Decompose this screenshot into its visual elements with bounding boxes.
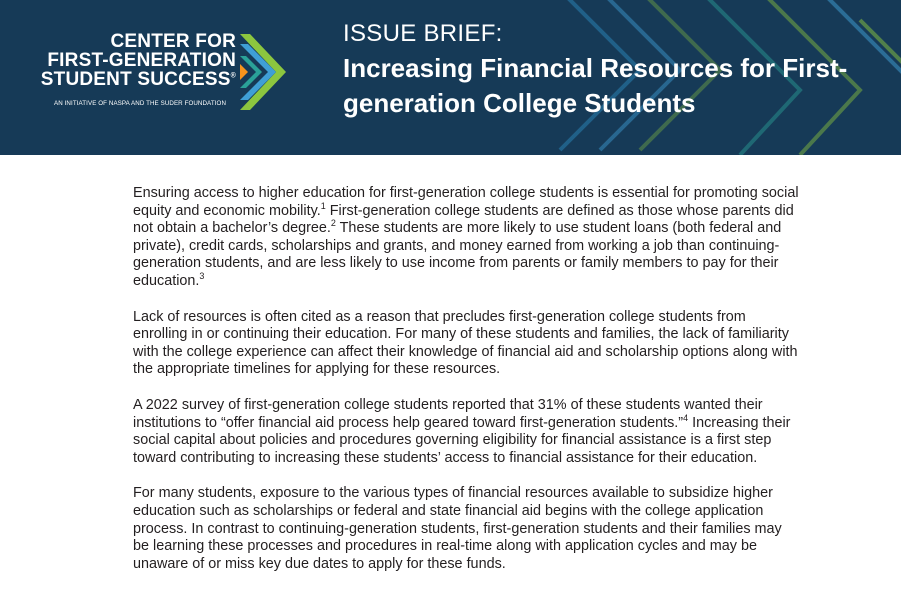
paragraph-1 (133, 185, 801, 291)
paragraph-4: For many students, exposure to the various types of financial resources available to subsidize higher education such as scholarships or federal and state financial aid begins with the college application process. In contrast to continuing-generation students, first-generation students and their families may be learning these processes and procedures in real-time along with application cycles and may be unaware of or miss key due dates to apply for these funds. (133, 485, 782, 572)
logo-line-1: CENTER FOR (110, 31, 236, 52)
issue-brief-label: ISSUE BRIEF: (343, 20, 503, 47)
logo-line-3 (41, 70, 236, 90)
footnote-ref-3[interactable]: 3 (199, 271, 205, 282)
chevron-logo-icon (240, 34, 286, 110)
organization-logo (40, 31, 288, 112)
footnote-ref-2[interactable]: 2 (330, 218, 336, 229)
paragraph-2: Lack of resources is often cited as a reason that precludes first-generation college students from enrolling in or continuing their education. For many of these students and families, the lack of familiarity with the college experience can affect their knowledge of financial aid and scholarship options along with the appropriate timelines for applying for these resources. (133, 308, 798, 378)
logo-line-2: FIRST-GENERATION (47, 50, 236, 71)
paragraph-1-text-b: First-generation college students are defined as those whose parents did not obtain a bachelor’s degree. (133, 202, 794, 237)
paragraph-3 (133, 397, 801, 467)
paragraph-3-text-b: Increasing their social capital about policies and procedures governing eligibility for financial assistance is a first step toward contributing to increasing these students’ access to financial assistance for their education. (133, 414, 791, 466)
logo-line-3-text: STUDENT SUCCESS (40, 69, 231, 90)
footnote-ref-1[interactable]: 1 (320, 200, 326, 211)
logo-tagline: AN INITIATIVE OF NASPA AND THE SUDER FOUNDATION (54, 100, 227, 107)
paragraph-1-text-a: Ensuring access to higher education for first-generation college students is essential for promoting social equity and economic mobility. (133, 185, 799, 219)
paragraph-3-text-a: A 2022 survey of first-generation college students reported that 31% of these students wanted their institutions to “offer financial aid process help geared toward first-generation students.” (133, 396, 763, 431)
header-banner (0, 0, 901, 155)
article-body (133, 185, 801, 591)
footnote-ref-4[interactable]: 4 (683, 412, 689, 423)
registered-mark: ® (230, 72, 236, 80)
paragraph-1-text-c: These students are more likely to use student loans (both federal and private), credit cards, scholarships and grants, and money earned from working a job than continuing-generation students, and are less likely to use income from parents or family members to pay for their education. (133, 220, 782, 289)
page-title: Increasing Financial Resources for First-generation College Students (343, 53, 848, 118)
